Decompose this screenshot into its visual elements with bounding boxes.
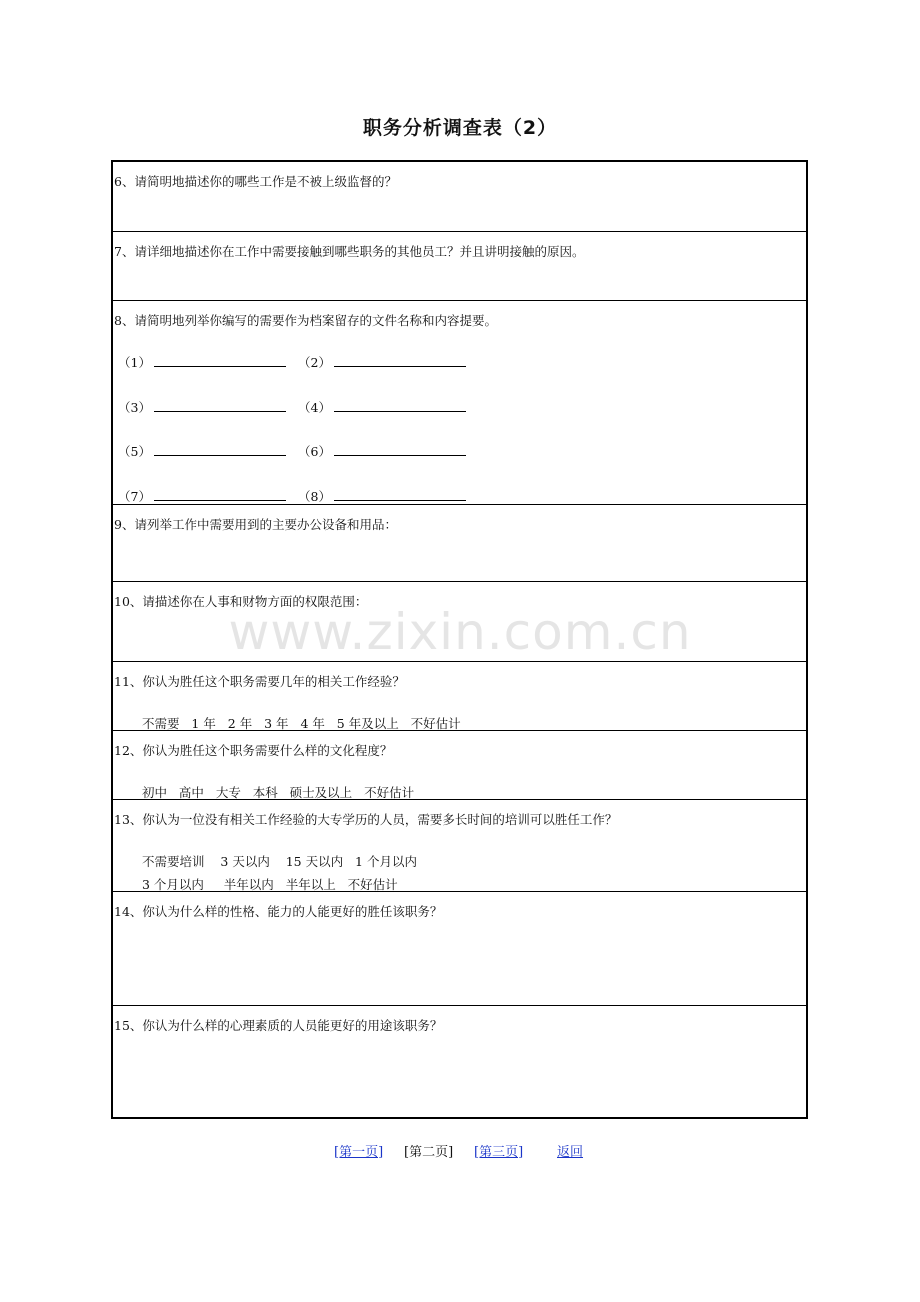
question-section-7 xyxy=(113,232,806,301)
question-section-13 xyxy=(113,800,806,892)
document-entry-1[interactable] xyxy=(118,353,286,371)
entry-blank[interactable] xyxy=(334,488,466,501)
document-entry-4[interactable] xyxy=(298,398,466,416)
entry-label: （5） xyxy=(118,444,151,459)
question-section-6 xyxy=(113,162,806,232)
back-link[interactable]: 返回 xyxy=(557,1145,584,1160)
question-12-text: 12、你认为胜任这个职务需要什么样的文化程度？ xyxy=(114,743,393,758)
entry-blank[interactable] xyxy=(334,443,466,456)
question-section-9 xyxy=(113,505,806,582)
question-7-text: 7、请详细地描述你在工作中需要接触到哪些职务的其他员工？并且讲明接触的原因。 xyxy=(114,244,585,259)
question-11-options: 不需要 1 年 2 年 3 年 4 年 5 年及以上 不好估计 xyxy=(142,716,461,731)
question-14-text: 14、你认为什么样的性格、能力的人能更好的胜任该职务？ xyxy=(114,904,443,919)
entry-label: （3） xyxy=(118,400,151,415)
question-12-options: 初中 高中 大专 本科 硕士及以上 不好估计 xyxy=(142,785,415,800)
question-13-text: 13、你认为一位没有相关工作经验的大专学历的人员，需要多长时间的培训可以胜任工作？ xyxy=(114,812,618,827)
question-13-options-line-1: 不需要培训 3 天以内 15 天以内 1 个月以内 xyxy=(142,854,417,869)
document-entry-2[interactable] xyxy=(298,353,466,371)
question-9-text: 9、请列举工作中需要用到的主要办公设备和用品： xyxy=(114,517,397,532)
question-8-text: 8、请简明地列举你编写的需要作为档案留存的文件名称和内容提要。 xyxy=(114,313,497,328)
question-10-text: 10、请描述你在人事和财物方面的权限范围： xyxy=(114,594,368,609)
page-title: 职务分析调查表（2） xyxy=(362,117,558,139)
question-6-text: 6、请简明地描述你的哪些工作是不被上级监督的？ xyxy=(114,174,397,189)
question-section-12 xyxy=(113,731,806,800)
watermark: www.zixin.com.cn xyxy=(228,603,692,661)
document-entry-5[interactable] xyxy=(118,442,286,460)
entry-label: （6） xyxy=(298,444,331,459)
entry-blank[interactable] xyxy=(154,399,286,412)
entry-blank[interactable] xyxy=(154,443,286,456)
current-page-label: [第二页] xyxy=(404,1145,454,1160)
entry-label: （4） xyxy=(298,400,331,415)
question-section-11 xyxy=(113,662,806,731)
question-13-options-line-2: 3 个月以内 半年以内 半年以上 不好估计 xyxy=(142,877,398,892)
first-page-link[interactable]: [第一页] xyxy=(334,1145,384,1160)
question-section-14 xyxy=(113,892,806,1006)
entry-label: （2） xyxy=(298,355,331,370)
entry-blank[interactable] xyxy=(334,399,466,412)
document-entry-8[interactable] xyxy=(298,487,466,505)
entry-blank[interactable] xyxy=(154,488,286,501)
entry-label: （8） xyxy=(298,489,331,504)
document-entry-6[interactable] xyxy=(298,442,466,460)
entry-blank[interactable] xyxy=(334,354,466,367)
question-section-8 xyxy=(113,301,806,505)
entry-blank[interactable] xyxy=(154,354,286,367)
question-11-text: 11、你认为胜任这个职务需要几年的相关工作经验？ xyxy=(114,674,405,689)
question-section-15 xyxy=(113,1006,806,1117)
entry-label: （7） xyxy=(118,489,151,504)
third-page-link[interactable]: [第三页] xyxy=(474,1145,524,1160)
document-entry-3[interactable] xyxy=(118,398,286,416)
question-15-text: 15、你认为什么样的心理素质的人员能更好的用途该职务？ xyxy=(114,1018,443,1033)
entry-label: （1） xyxy=(118,355,151,370)
document-entry-7[interactable] xyxy=(118,487,286,505)
